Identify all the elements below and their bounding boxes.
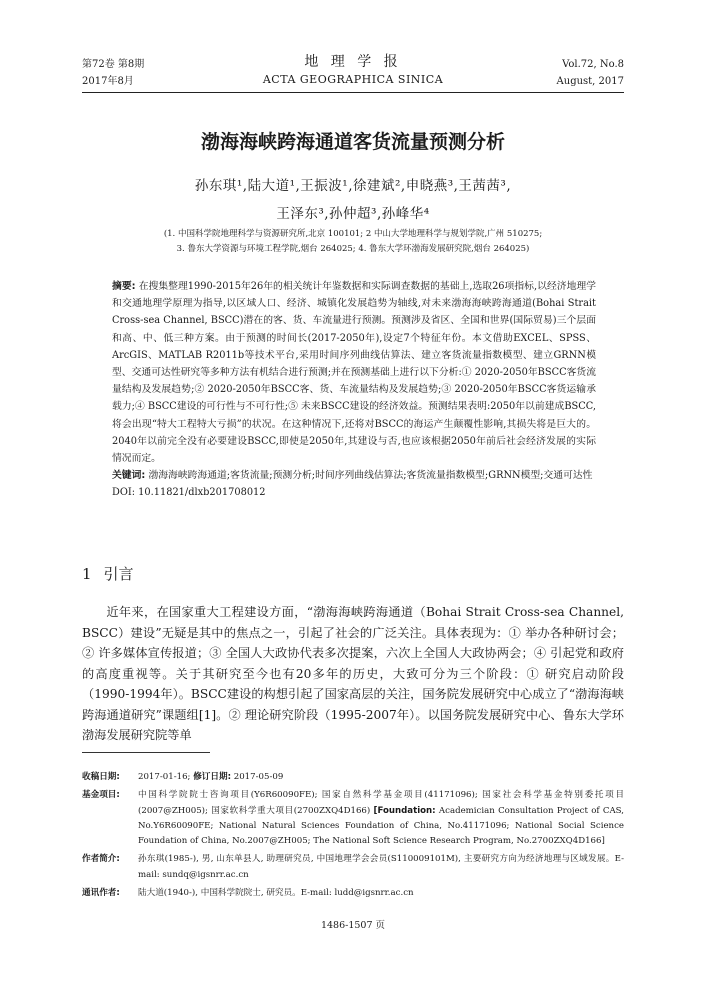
volume-issue-cn: 第72卷 第8期: [82, 59, 145, 70]
keywords-text: 渤海海峡跨海通道;客货流量;预测分析;时间序列曲线估算法;客货流量指数模型;GRNN模型;交通可达性: [148, 470, 593, 482]
corresponding-label: 通讯作者:: [82, 888, 120, 899]
body-text: [82, 602, 624, 746]
footnote-author: [82, 852, 624, 883]
author-bio-label: 作者简介:: [82, 854, 120, 865]
paper-title: 渤海海峡跨海通道客货流量预测分析: [200, 131, 505, 153]
authors-line-2: 王泽东³,孙仲超³,孙峰华⁴: [276, 206, 430, 222]
revised-date: 2017-05-09: [233, 772, 284, 782]
date-cn: 2017年8月: [82, 76, 134, 87]
abstract-text: 在搜集整理1990-2015年26年的相关统计年鉴数据和实际调查数据的基础上,选取26项指标,以经济地理学和交通地理学原理为指导,以区域人口、经济、城镇化发展趋势为轴线,对未来渤海海峡跨海通道(Bohai Strait Cross-sea Channel, BSCC)潜在的客、货、车流量进行预测。预测涉及省区、全国和世界(国际贸易)三个层面和高、中、低三种方案。由于预测的时间长(2017-2050年),设定7个特征年份。本文借助EXCEL、SPSS、ArcGIS、MATLAB R2011b等技术平台,采用时间序列曲线估算法、建立客货流量指数模型、建立GRNN模型、交通可达性研究等多种方法有机结合进行预测;并在预测基础上进行以下分析:① 2020-2050年BSCC客货流量结构及发展趋势;② 2020-2050年BSCC客、货、车流量结构及发展趋势;③ 2020-2050年BSCC客货运输承载力;④ BSCC建设的可行性与不可行性;⑤ 未来BSCC建设的经济效益。预测结果表明:2050年以前建成BSCC,将会出现“特大工程特大亏损”的状况。在这种情况下,还将对BSCC的海运产生颠覆性影响,其损失将是巨大的。2040年以前完全没有必要建设BSCC,即使是2050年,其建设与否,也应该根据2050年前后社会经济发展的实际情况而定。: [112, 281, 596, 465]
affiliations-line-1: (1. 中国科学院地理科学与资源研究所,北京 100101; 2 中山大学地理科学与规划学院,广州 510275;: [163, 229, 543, 239]
author-bio: 孙东琪(1985-), 男, 山东单县人, 助理研究员, 中国地理学会会员(S110009101M), 主要研究方向为经济地理与区域发展。E-mail: sundq@igsnrr.ac.cn: [138, 854, 624, 880]
keywords: [112, 467, 596, 484]
received-label: 收稿日期:: [82, 772, 120, 782]
section-number: 1: [82, 565, 92, 583]
footnote-dates: [82, 770, 624, 785]
authors-line-1: 孙东琪¹,陆大道¹,王振波¹,徐建斌²,申晓燕³,王茜茜³,: [194, 178, 512, 194]
footnote-funding: [82, 788, 624, 849]
header-rule: [82, 92, 624, 93]
journal-name: [82, 52, 624, 88]
abstract-block: [112, 278, 596, 502]
section-title: 引言: [103, 565, 134, 583]
abstract-label: 摘要:: [112, 281, 136, 292]
funding-label: 基金项目:: [82, 790, 120, 801]
corresponding-author: 陆大道(1940-), 中国科学院院士, 研究员。E-mail: ludd@igsnrr.ac.cn: [138, 888, 414, 899]
funding-cn: 中国科学院院士咨询项目(Y6R60090FE); 国家自然科学基金项目(41171096); 国家社会科学基金特别委托项目(2007@ZH005); 国家软科学重大项目(2700ZXQ4D166): [138, 790, 624, 816]
funding-en-label: [Foundation:: [373, 805, 436, 816]
journal-name-cn: 地 理 学 报: [304, 54, 402, 70]
journal-header: [82, 48, 624, 92]
footnote-rule: [82, 752, 210, 753]
date-en: August, 2017: [556, 76, 624, 87]
intro-paragraph: 近年来，在国家重大工程建设方面，“渤海海峡跨海通道（Bohai Strait Cross-sea Channel, BSCC）建设”无疑是其中的焦点之一，引起了社会的广泛关注。具体表现为：① 举办各种研讨会；② 许多媒体宣传报道；③ 全国人大政协代表多次提案，六次上全国人大政协两会；④ 引起党和政府的高度重视等。关于其研究至今也有20多年的历史，大致可分为三个阶段：① 研究启动阶段（1990-1994年）。BSCC建设的构想引起了国家高层的关注，国务院发展研究中心成立了“渤海海峡跨海通道研究”课题组[1]。② 理论研究阶段（1995-2007年）。以国务院发展研究中心、鲁东大学环渤海发展研究院等单: [82, 605, 624, 742]
abstract: [112, 278, 596, 467]
received-date: 2017-01-16;: [138, 772, 191, 782]
section-heading: [82, 562, 134, 586]
volume-issue-en: [557, 56, 624, 90]
footnote-corresponding: [82, 886, 624, 901]
revised-label: 修订日期:: [193, 772, 231, 782]
keywords-label: 关键词:: [112, 470, 146, 482]
page-range: 1486-1507 页: [320, 920, 386, 931]
funding-en: Academician Consultation Project of CAS, No.Y6R60090FE; National Natural Sciences Foundation of China, No.41171096; National Social Science Foundation of China, No.2007@ZH005; The National Soft Science Research Program, No.2700ZXQ4D166]: [138, 805, 624, 847]
volume-en: Vol.72, No.8: [562, 59, 624, 70]
journal-name-en: ACTA GEOGRAPHICA SINICA: [262, 73, 444, 86]
footnotes: [82, 770, 624, 904]
affiliations-line-2: 3. 鲁东大学资源与环境工程学院,烟台 264025; 4. 鲁东大学环渤海发展研究院,烟台 264025): [176, 244, 530, 254]
doi: DOI: 10.11821/dlxb201708012: [112, 487, 266, 499]
